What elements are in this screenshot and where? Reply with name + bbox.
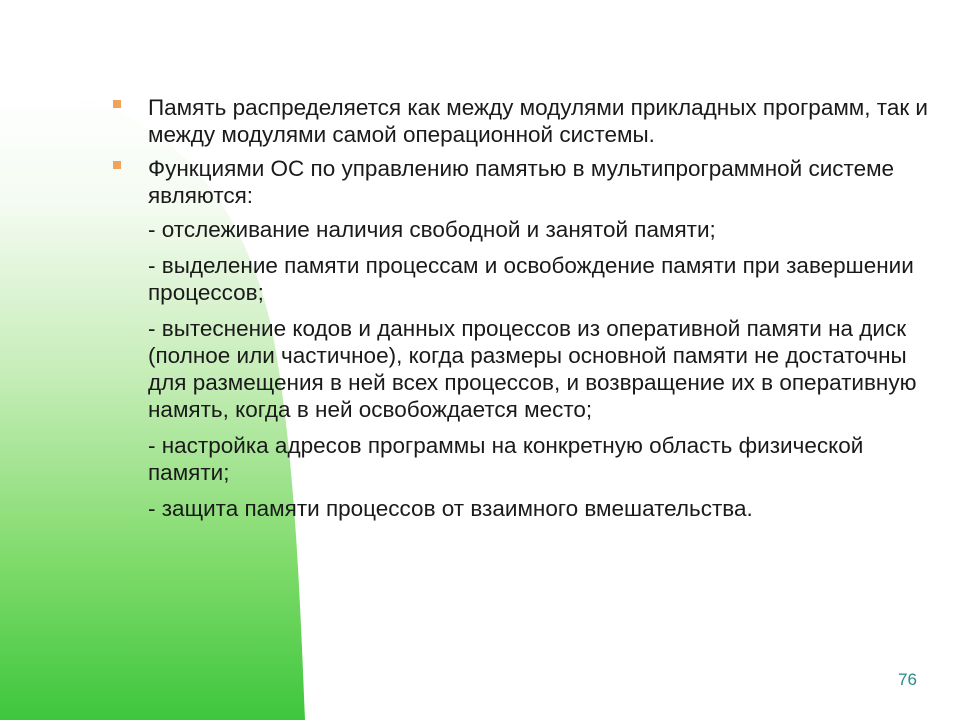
sub-item: - защита памяти процессов от взаимного вмешательства. (148, 496, 753, 521)
bullet-text: Память распределяется как между модулями прикладных программ, так и между модулями самой операционной системы. (148, 95, 928, 147)
sub-item: - вытеснение кодов и данных процессов из оперативной памяти на диск (полное или частичное), когда размеры основной памяти не достаточны для размещения в ней всех процессов, и возвращение их в оперативную намять, когда в ней освобождается место; (148, 316, 917, 422)
slide-body (110, 94, 930, 531)
square-bullet-icon (113, 100, 121, 108)
sub-item: - выделение памяти процессам и освобождение памяти при завершении процессов; (148, 253, 914, 305)
bullet-item (110, 155, 930, 209)
square-bullet-icon (113, 161, 121, 169)
bullet-item (110, 94, 930, 148)
sub-item: - отслеживание наличия свободной и занятой памяти; (148, 217, 716, 242)
bullet-text: Функциями ОС по управлению памятью в мультипрограммной системе являются: (148, 156, 895, 208)
page-number: 76 (898, 670, 917, 689)
sub-item: - настройка адресов программы на конкретную область физической памяти; (148, 433, 864, 485)
